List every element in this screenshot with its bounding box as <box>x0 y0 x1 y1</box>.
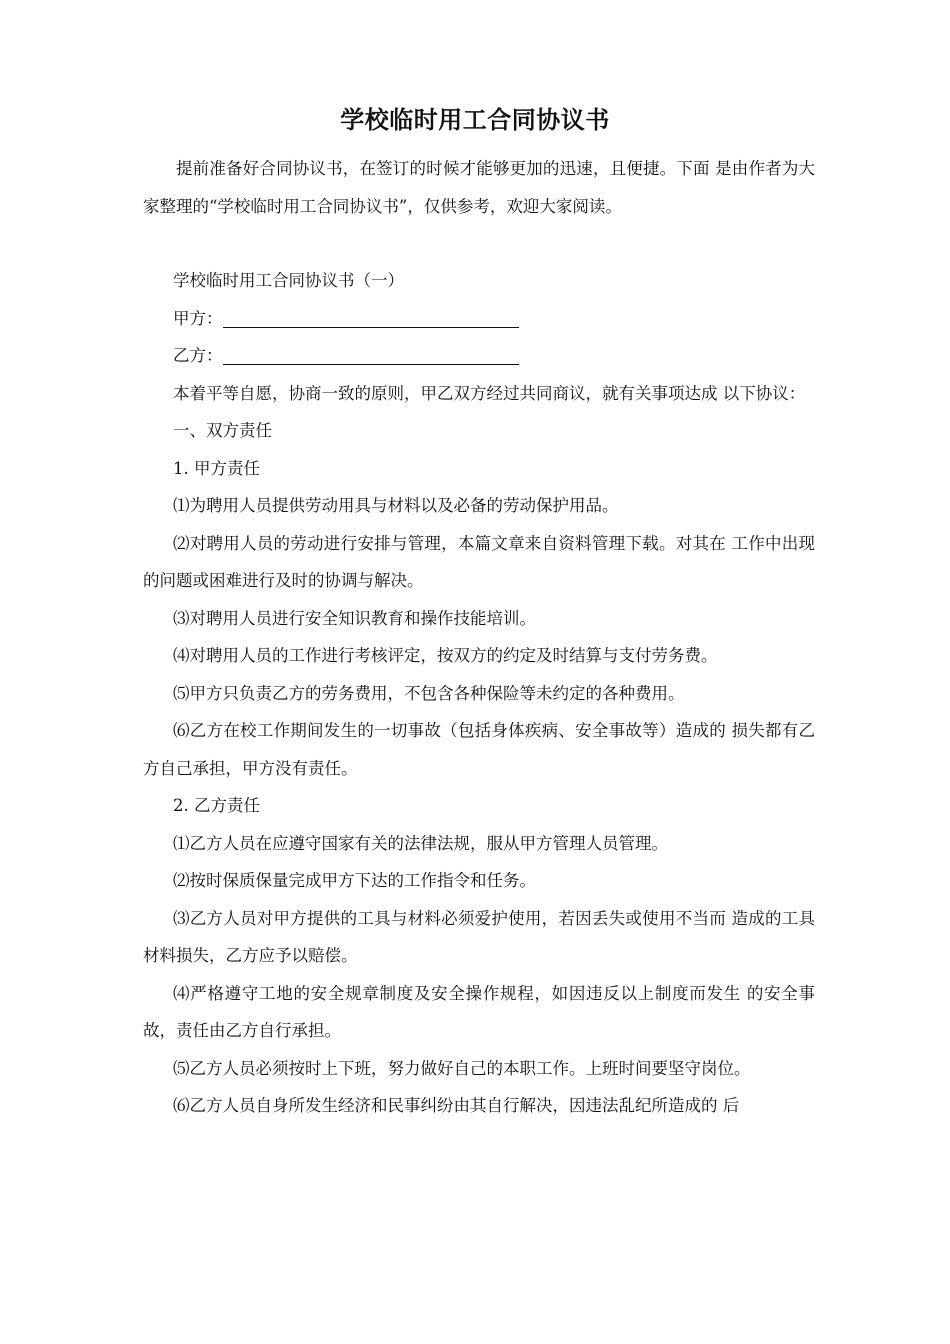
subsection-heading: 1. 甲方责任 <box>173 458 260 478</box>
contract-subtitle: 学校临时用工合同协议书（一） <box>173 271 404 290</box>
section-heading: 一、双方责任 <box>173 421 272 440</box>
party-a-line <box>143 300 815 338</box>
clause-item: ⑸甲方只负责乙方的劳务费用，不包含各种保险等未约定的各种费用。 <box>173 683 685 703</box>
clause-item: ⑶乙方人员对甲方提供的工具与材料必须爱护使用，若因丢失或使用不当而 造成的工具材料损失，乙方应予以赔偿。 <box>143 908 815 965</box>
party-a-label: 甲方： <box>173 308 223 328</box>
clause-item: ⑷严格遵守工地的安全规章制度及安全操作规程，如因违反以上制度而发生 的安全事故，责任由乙方自行承担。 <box>143 983 815 1040</box>
preamble-paragraph: 本着平等自愿，协商一致的原则，甲乙双方经过共同商议，就有关事项达成 以下协议： <box>173 383 806 403</box>
clause-item: ⑴为聘用人员提供劳动用具与材料以及必备的劳动保护用品。 <box>173 496 619 515</box>
clause-item: ⑹乙方人员自身所发生经济和民事纠纷由其自行解决，因违法乱纪所造成的 后 <box>173 1096 740 1115</box>
contract-body <box>143 262 815 1125</box>
party-b-blank <box>223 348 519 365</box>
clause-item: ⑶对聘用人员进行安全知识教育和操作技能培训。 <box>173 608 536 628</box>
party-b-line <box>143 337 815 375</box>
clause-item: ⑵按时保质保量完成甲方下达的工作指令和任务。 <box>173 871 536 890</box>
clause-item: ⑵对聘用人员的劳动进行安排与管理，本篇文章来自资料管理下载。对其在 工作中出现的问题或困难进行及时的协调与解决。 <box>143 533 815 590</box>
subsection-heading: 2. 乙方责任 <box>173 796 260 815</box>
clause-item: ⑸乙方人员必须按时上下班，努力做好自己的本职工作。上班时间要坚守岗位。 <box>173 1058 751 1078</box>
intro-paragraph: 提前准备好合同协议书，在签订的时候才能够更加的迅速，且便捷。下面 是由作者为大家整理的“学校临时用工合同协议书”，仅供参考，欢迎大家阅读。 <box>143 159 815 216</box>
clause-item: ⑷对聘用人员的工作进行考核评定，按双方的约定及时结算与支付劳务费。 <box>173 646 718 665</box>
clause-item: ⑴乙方人员在应遵守国家有关的法律法规，服从甲方管理人员管理。 <box>173 833 668 853</box>
clause-item: ⑹乙方在校工作期间发生的一切事故（包括身体疾病、安全事故等）造成的 损失都有乙方自己承担，甲方没有责任。 <box>143 721 815 778</box>
party-b-label: 乙方： <box>173 346 223 365</box>
document-title: 学校临时用工合同协议书 <box>340 105 610 134</box>
party-a-blank <box>223 311 519 328</box>
